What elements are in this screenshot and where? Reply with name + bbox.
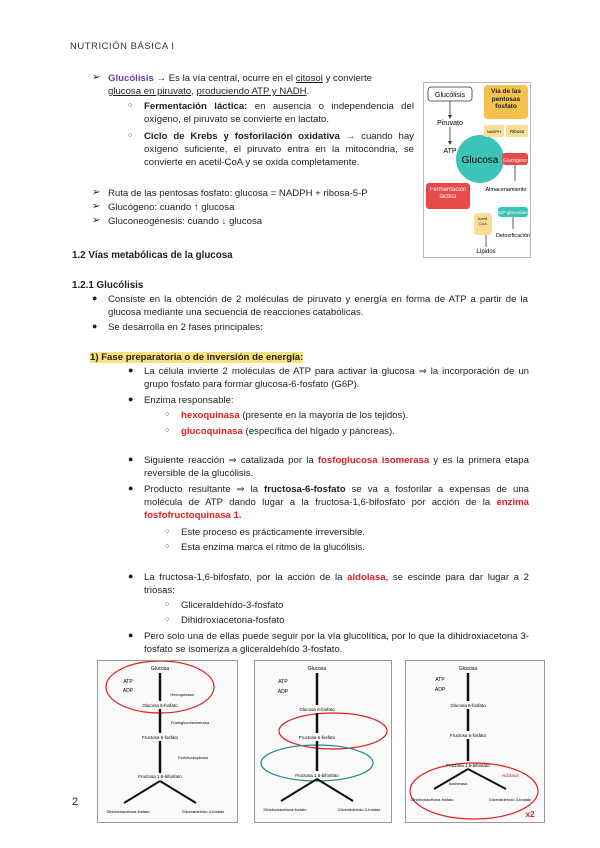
svg-text:ATP: ATP — [278, 679, 288, 685]
diagram-glucogeno: Glucógeno — [502, 158, 528, 164]
fase1-title: 1) Fase preparatoria o de inversión de energía: — [90, 352, 304, 363]
fase1-bullet-3: Siguiente reacción ⇒ catalizada por la fosfoglucosa isomerasa y es la primera etapa reversible de la glucólisis. — [144, 455, 529, 479]
svg-text:ATP: ATP — [435, 677, 445, 683]
circle-bullet: ○ — [165, 616, 170, 623]
diagram-piruvato: Piruvato — [437, 120, 463, 127]
arrow-bullet: ➢ — [92, 187, 101, 198]
svg-text:Glucosa 6-fosfato: Glucosa 6-fosfato — [450, 703, 486, 708]
diagram-via-pentosas: Vía de las pentosas fosfato — [491, 88, 521, 110]
circle-bullet: ○ — [165, 543, 170, 550]
circle-bullet: ○ — [165, 427, 170, 434]
svg-text:Isomerasa: Isomerasa — [448, 781, 468, 786]
diagram-glucolisis: Glucólisis — [435, 92, 465, 99]
diagram-almacenamiento: Almacenamiento — [485, 187, 527, 193]
diagram-atp: ATP — [443, 148, 457, 155]
page-number: 2 — [72, 796, 79, 808]
svg-text:Dihidroxiacetona fosfato: Dihidroxiacetona fosfato — [106, 809, 150, 814]
pentosas-item: Ruta de las pentosas fosfato: glucosa = NADPH + ribosa-5-P — [108, 188, 368, 199]
fase1-bullet-2: Enzima responsable: — [144, 395, 234, 406]
diagram-fermentacion: Fermentación láctica — [429, 187, 467, 200]
svg-text:ADP: ADP — [434, 687, 446, 693]
svg-text:ATP: ATP — [123, 679, 133, 685]
svg-text:Fosfoglucoisomerasa: Fosfoglucoisomerasa — [170, 720, 210, 725]
svg-text:Fructosa 6-fosfato: Fructosa 6-fosfato — [141, 735, 179, 740]
bullet-dot: ● — [128, 630, 134, 640]
pfk-note-1: Este proceso es prácticamente irreversible. — [181, 527, 365, 538]
svg-text:ADP: ADP — [122, 688, 134, 694]
svg-text:Glucosa: Glucosa — [307, 666, 327, 672]
fase1-bullet-4: Producto resultante ⇒ la fructosa-6-fosfato se va a fosforilar a expensas de una molécula de ATP dando lugar a la fructosa-1,6-bifosfato por acción de la enzima fosfofructoquinasa 1. — [144, 484, 529, 521]
bullet-dot: ● — [128, 454, 134, 464]
glucoquinasa-item: glucoquinasa (específica del hígado y páncreas). — [181, 426, 395, 437]
pathways-svg — [424, 83, 530, 257]
svg-text:Dihidroxiacetona fosfato: Dihidroxiacetona fosfato — [263, 807, 307, 812]
svg-text:Gliceraldehído 3-fosfato: Gliceraldehído 3-fosfato — [337, 807, 381, 812]
svg-text:Glucosa: Glucosa — [458, 666, 478, 672]
circle-bullet: ○ — [128, 102, 133, 109]
circle-bullet: ○ — [165, 528, 170, 535]
svg-text:Hexoquinasa: Hexoquinasa — [170, 692, 194, 697]
svg-text:Glucosa 6-fosfato: Glucosa 6-fosfato — [142, 703, 178, 708]
diagram-ribosa: Ribosa — [509, 129, 525, 134]
svg-text:x2: x2 — [525, 810, 535, 819]
thumb2-svg — [255, 661, 391, 822]
arrow-bullet: ➢ — [92, 72, 101, 83]
glycolysis-thumbnail-1 — [97, 660, 238, 823]
fermentacion-item: Fermentación láctica: en ausencia o independencia del oxígeno, el piruvato se convierte en lactato. — [144, 101, 414, 125]
section-title-1-2-1: 1.2.1 Glucólisis — [72, 280, 144, 291]
bullet-dot: ● — [92, 321, 98, 331]
svg-text:Gliceraldehído 3-fosfato: Gliceraldehído 3-fosfato — [488, 797, 532, 802]
svg-text:Fosfofructoquinasa: Fosfofructoquinasa — [178, 756, 208, 760]
hexoquinasa-item: hexoquinasa (presente en la mayoría de los tejidos). — [181, 410, 409, 421]
page-header: NUTRICIÓN BÁSICA I — [70, 40, 175, 51]
circle-bullet: ○ — [165, 601, 170, 608]
circle-bullet: ○ — [165, 411, 170, 418]
diagram-detox: Detoxificación — [495, 233, 530, 239]
diagram-udp: UDP-glucurónico — [495, 210, 530, 215]
glucolisis-bullet-2: Se desarrolla en 2 fases principales: — [108, 322, 263, 333]
thumb3-svg — [406, 661, 544, 822]
gluconeogenesis-item: Gluconeogénesis: cuando ↓ glucosa — [108, 216, 263, 227]
bullet-dot: ● — [128, 365, 134, 375]
arrow-bullet: ➢ — [92, 201, 101, 212]
diagram-glucosa: Glucosa — [461, 155, 499, 166]
diagram-lipidos: Lípidos — [476, 249, 496, 255]
svg-text:Dihidroxiacetona fosfato: Dihidroxiacetona fosfato — [410, 797, 454, 802]
circle-bullet: ○ — [128, 132, 133, 139]
svg-text:Gliceraldehído 3-fosfato: Gliceraldehído 3-fosfato — [181, 809, 225, 814]
triosa-2: Dihidroxiacetona-fosfato — [181, 615, 285, 626]
svg-text:Fructosa 6-fosfato: Fructosa 6-fosfato — [298, 735, 336, 740]
fase1-bullet-6: Pero solo una de ellas puede seguir por la vía glucolítica, por lo que la dihidroxiacetona 3-fosfato se isomeriza a gliceraldehído 3-fosfato. — [144, 631, 529, 655]
svg-text:Fructosa 1,6-bifosfato: Fructosa 1,6-bifosfato — [446, 763, 490, 768]
diagram-acetil: Acetil-CoA — [477, 216, 489, 226]
glucolisis-bullet-1: Consiste en la obtención de 2 moléculas de piruvato y energía en forma de ATP a partir de la glucosa mediante una secuencia de reacciones catabólicas. — [108, 294, 528, 318]
diagram-nadph: NADPH — [486, 129, 502, 134]
glucolisis-intro: Glucólisis → Es la vía central, ocurre en el citosol y convierte glucosa en piruvato, produciendo ATP y NADH. — [108, 73, 372, 97]
svg-text:Fructosa 1,6-bifosfato: Fructosa 1,6-bifosfato — [295, 773, 339, 778]
bullet-dot: ● — [128, 394, 134, 404]
bullet-dot: ● — [128, 483, 134, 493]
glycolysis-thumbnail-2 — [254, 660, 392, 823]
glucogeno-item: Glucógeno: cuando ↑ glucosa — [108, 202, 235, 213]
svg-text:Aldolasa: Aldolasa — [501, 773, 519, 778]
svg-text:Glucosa: Glucosa — [150, 666, 170, 672]
svg-text:Glucosa 6-fosfato: Glucosa 6-fosfato — [299, 707, 335, 712]
arrow-bullet: ➢ — [92, 215, 101, 226]
pfk-note-2: Esta enzima marca el ritmo de la glucólisis. — [181, 542, 365, 553]
thumb1-svg — [98, 661, 237, 822]
fase1-bullet-1: La célula invierte 2 moléculas de ATP para activar la glucosa ⇒ la incorporación de un grupo fosfato para formar glucosa-6-fosfato (G6P). — [144, 366, 529, 390]
svg-text:ADP: ADP — [277, 689, 289, 695]
svg-text:Fructosa 1,6-bifosfato: Fructosa 1,6-bifosfato — [138, 774, 182, 779]
bullet-dot: ● — [92, 293, 98, 303]
section-title-1-2: 1.2 Vías metabólicas de la glucosa — [72, 250, 233, 261]
metabolic-pathways-diagram — [423, 82, 531, 258]
svg-text:Fructosa 6-fosfato: Fructosa 6-fosfato — [449, 733, 487, 738]
glycolysis-thumbnail-3 — [405, 660, 545, 823]
krebs-item: Ciclo de Krebs y fosforilación oxidativa → cuando hay oxígeno suficiente, el piruvato entra en la mitocondria, se convierte en acetil-CoA y se oxida completamente. — [144, 131, 414, 168]
triosa-1: Gliceraldehído-3-fosfato — [181, 600, 284, 611]
bullet-dot: ● — [128, 571, 134, 581]
fase1-bullet-5: La fructosa-1,6-bifosfato, por la acción de la aldolasa, se escinde para dar lugar a 2 triosas: — [144, 572, 529, 596]
